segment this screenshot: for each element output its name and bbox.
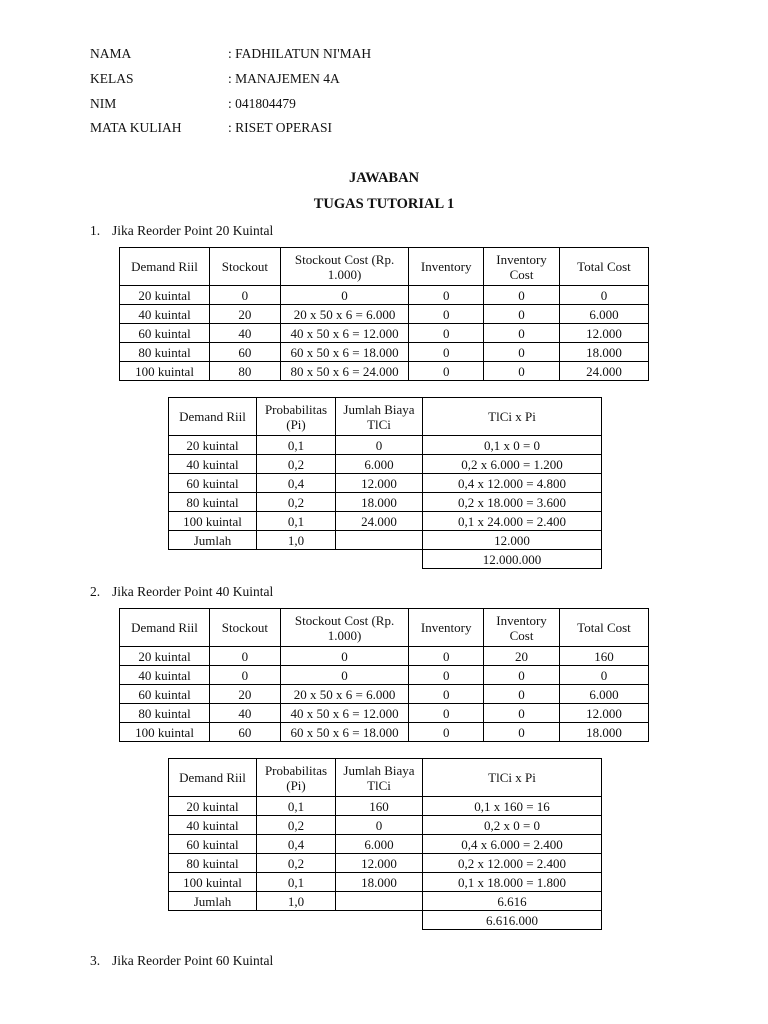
table-cell: 0 <box>409 723 484 742</box>
column-header: Demand Riil <box>169 759 257 797</box>
table-cell: 0 <box>484 343 560 362</box>
empty-cell <box>336 531 423 550</box>
table-row <box>120 685 649 704</box>
section-heading-3 <box>90 953 273 969</box>
table-cell: 6.000 <box>559 305 648 324</box>
table-cell: 60 kuintal <box>169 835 257 854</box>
header-value: : FADHILATUN NI'MAH <box>228 46 372 61</box>
column-header: Stockout <box>210 248 281 286</box>
grand-total: 6.616.000 <box>423 911 602 930</box>
table-cell: 0,1 x 0 = 0 <box>423 436 602 455</box>
table-cell: 0,4 <box>257 474 336 493</box>
table-cell: 20 x 50 x 6 = 6.000 <box>280 685 408 704</box>
table-cell: 0 <box>280 666 408 685</box>
table-cell: 0,1 <box>257 436 336 455</box>
table-cell: 12.000 <box>559 324 648 343</box>
table-cell: 60 kuintal <box>120 324 210 343</box>
table-row <box>169 816 602 835</box>
column-header: Jumlah Biaya TlCi <box>336 398 423 436</box>
table-cell: 18.000 <box>336 873 423 892</box>
column-header: Jumlah Biaya TlCi <box>336 759 423 797</box>
table-row <box>120 305 649 324</box>
table-row <box>169 797 602 816</box>
table-row <box>169 835 602 854</box>
column-header: Inventory <box>409 248 484 286</box>
section-number: 2. <box>90 584 101 599</box>
table-cell: 20 kuintal <box>120 286 210 305</box>
table-cell: 0 <box>409 343 484 362</box>
table-row <box>120 286 649 305</box>
table-cell: 80 <box>210 362 281 381</box>
cost-table-2 <box>119 608 649 742</box>
table-header-row <box>169 398 602 436</box>
header-row-mata-kuliah <box>90 118 332 138</box>
table-cell: 0 <box>409 666 484 685</box>
table-cell: 0 <box>409 704 484 723</box>
section-heading-text: Jika Reorder Point 20 Kuintal <box>112 223 274 238</box>
table-cell: 20 x 50 x 6 = 6.000 <box>280 305 408 324</box>
header-value: : MANAJEMEN 4A <box>228 71 340 86</box>
table-row <box>169 512 602 531</box>
table-cell: 60 kuintal <box>169 474 257 493</box>
table-row <box>120 343 649 362</box>
table-cell: 60 x 50 x 6 = 18.000 <box>280 723 408 742</box>
table-cell: 0 <box>484 685 560 704</box>
table-row <box>169 854 602 873</box>
grand-total: 12.000.000 <box>423 550 602 569</box>
table-cell: 0,2 x 0 = 0 <box>423 816 602 835</box>
table-cell: 0,2 x 12.000 = 2.400 <box>423 854 602 873</box>
table-cell: 18.000 <box>336 493 423 512</box>
column-header: Demand Riil <box>120 248 210 286</box>
table-cell: 0,2 <box>257 854 336 873</box>
column-header: Total Cost <box>559 609 648 647</box>
table-cell: 80 kuintal <box>169 493 257 512</box>
table-cell: 0 <box>409 362 484 381</box>
header-value: : RISET OPERASI <box>228 120 333 135</box>
grand-total-row <box>169 911 602 930</box>
column-header: Stockout Cost (Rp. 1.000) <box>280 248 408 286</box>
table-cell: 0 <box>484 704 560 723</box>
table-header-row <box>120 248 649 286</box>
header-row-nama <box>90 44 371 64</box>
table-cell: 6.000 <box>336 455 423 474</box>
table-cell: 0 <box>484 305 560 324</box>
column-header: Inventory <box>409 609 484 647</box>
jumlah-label: Jumlah <box>169 531 257 550</box>
jumlah-total: 12.000 <box>423 531 602 550</box>
header-label: KELAS <box>90 71 134 86</box>
table-header-row <box>120 609 649 647</box>
table-cell: 40 kuintal <box>120 305 210 324</box>
table-cell: 0 <box>280 647 408 666</box>
table-row <box>169 474 602 493</box>
table-header-row <box>169 759 602 797</box>
table-cell: 0 <box>336 436 423 455</box>
table-cell: 0,1 x 24.000 = 2.400 <box>423 512 602 531</box>
table-row <box>120 704 649 723</box>
table-cell: 20 kuintal <box>120 647 210 666</box>
section-heading-text: Jika Reorder Point 40 Kuintal <box>112 584 274 599</box>
table-cell: 20 <box>484 647 560 666</box>
table-cell: 24.000 <box>559 362 648 381</box>
jumlah-row <box>169 892 602 911</box>
table-cell: 0 <box>484 362 560 381</box>
table-cell: 0 <box>409 647 484 666</box>
table-cell: 12.000 <box>336 474 423 493</box>
grand-total-row <box>169 550 602 569</box>
table-cell: 0,4 x 6.000 = 2.400 <box>423 835 602 854</box>
table-cell: 0,1 <box>257 797 336 816</box>
header-row-nim <box>90 94 296 114</box>
column-header: Total Cost <box>559 248 648 286</box>
table-cell: 0,1 <box>257 512 336 531</box>
section-number: 1. <box>90 223 101 238</box>
table-cell: 6.000 <box>559 685 648 704</box>
table-row <box>120 647 649 666</box>
table-cell: 80 x 50 x 6 = 24.000 <box>280 362 408 381</box>
table-row <box>169 436 602 455</box>
table-cell: 80 kuintal <box>169 854 257 873</box>
table-cell: 20 <box>210 305 281 324</box>
table-cell: 100 kuintal <box>169 512 257 531</box>
table-cell: 100 kuintal <box>169 873 257 892</box>
table-cell: 0 <box>409 286 484 305</box>
table-cell: 0 <box>210 286 281 305</box>
table-cell: 0,2 x 18.000 = 3.600 <box>423 493 602 512</box>
table-cell: 0,1 x 18.000 = 1.800 <box>423 873 602 892</box>
table-cell: 0 <box>484 723 560 742</box>
table-cell: 0 <box>559 666 648 685</box>
column-header: TlCi x Pi <box>423 398 602 436</box>
column-header: Demand Riil <box>120 609 210 647</box>
table-row <box>169 493 602 512</box>
table-cell: 0 <box>280 286 408 305</box>
jumlah-label: Jumlah <box>169 892 257 911</box>
table-cell: 40 kuintal <box>169 816 257 835</box>
column-header: Probabilitas (Pi) <box>257 759 336 797</box>
table-cell: 6.000 <box>336 835 423 854</box>
table-row <box>120 723 649 742</box>
section-number: 3. <box>90 953 101 968</box>
table-cell: 60 <box>210 723 281 742</box>
table-cell: 0 <box>409 305 484 324</box>
table-cell: 0 <box>559 286 648 305</box>
table-cell: 18.000 <box>559 343 648 362</box>
jumlah-pi: 1,0 <box>257 892 336 911</box>
column-header: Demand Riil <box>169 398 257 436</box>
table-cell: 0 <box>409 685 484 704</box>
table-cell: 20 kuintal <box>169 436 257 455</box>
header-label: NAMA <box>90 46 132 61</box>
table-cell: 12.000 <box>559 704 648 723</box>
table-cell: 0 <box>484 666 560 685</box>
header-label: NIM <box>90 96 117 111</box>
table-cell: 40 x 50 x 6 = 12.000 <box>280 324 408 343</box>
jumlah-total: 6.616 <box>423 892 602 911</box>
jumlah-pi: 1,0 <box>257 531 336 550</box>
probability-table-1 <box>168 397 602 569</box>
table-cell: 0,1 <box>257 873 336 892</box>
table-cell: 40 x 50 x 6 = 12.000 <box>280 704 408 723</box>
table-cell: 0,1 x 160 = 16 <box>423 797 602 816</box>
header-value: : 041804479 <box>228 96 296 111</box>
table-cell: 80 kuintal <box>120 704 210 723</box>
table-cell: 60 <box>210 343 281 362</box>
column-header: TlCi x Pi <box>423 759 602 797</box>
table-cell: 40 <box>210 324 281 343</box>
column-header: Stockout <box>210 609 281 647</box>
table-cell: 12.000 <box>336 854 423 873</box>
table-cell: 60 x 50 x 6 = 18.000 <box>280 343 408 362</box>
table-cell: 100 kuintal <box>120 723 210 742</box>
section-heading-text: Jika Reorder Point 60 Kuintal <box>112 953 274 968</box>
cost-table-1 <box>119 247 649 381</box>
jumlah-row <box>169 531 602 550</box>
table-cell: 60 kuintal <box>120 685 210 704</box>
table-row <box>120 362 649 381</box>
table-cell: 100 kuintal <box>120 362 210 381</box>
table-cell: 160 <box>336 797 423 816</box>
table-cell: 24.000 <box>336 512 423 531</box>
header-label: MATA KULIAH <box>90 120 182 135</box>
section-heading-2 <box>90 584 273 600</box>
table-row <box>120 666 649 685</box>
table-cell: 20 <box>210 685 281 704</box>
table-cell: 40 kuintal <box>169 455 257 474</box>
table-cell: 0,4 x 12.000 = 4.800 <box>423 474 602 493</box>
table-cell: 0,4 <box>257 835 336 854</box>
table-cell: 0 <box>336 816 423 835</box>
table-cell: 0,2 <box>257 816 336 835</box>
table-row <box>169 873 602 892</box>
table-cell: 18.000 <box>559 723 648 742</box>
table-cell: 160 <box>559 647 648 666</box>
table-cell: 40 <box>210 704 281 723</box>
column-header: Inventory Cost <box>484 609 560 647</box>
table-cell: 0,2 x 6.000 = 1.200 <box>423 455 602 474</box>
table-row <box>169 455 602 474</box>
table-cell: 0 <box>484 324 560 343</box>
document-title: JAWABAN <box>348 170 420 186</box>
empty-cell <box>336 892 423 911</box>
column-header: Stockout Cost (Rp. 1.000) <box>280 609 408 647</box>
table-cell: 80 kuintal <box>120 343 210 362</box>
header-row-kelas <box>90 69 340 89</box>
table-cell: 0 <box>409 324 484 343</box>
section-heading-1 <box>90 223 273 239</box>
table-cell: 20 kuintal <box>169 797 257 816</box>
table-cell: 0 <box>210 666 281 685</box>
table-cell: 40 kuintal <box>120 666 210 685</box>
table-cell: 0 <box>484 286 560 305</box>
column-header: Probabilitas (Pi) <box>257 398 336 436</box>
probability-table-2 <box>168 758 602 930</box>
table-row <box>120 324 649 343</box>
table-cell: 0 <box>210 647 281 666</box>
table-cell: 0,2 <box>257 493 336 512</box>
document-subtitle: TUGAS TUTORIAL 1 <box>313 196 455 212</box>
table-cell: 0,2 <box>257 455 336 474</box>
column-header: Inventory Cost <box>484 248 560 286</box>
